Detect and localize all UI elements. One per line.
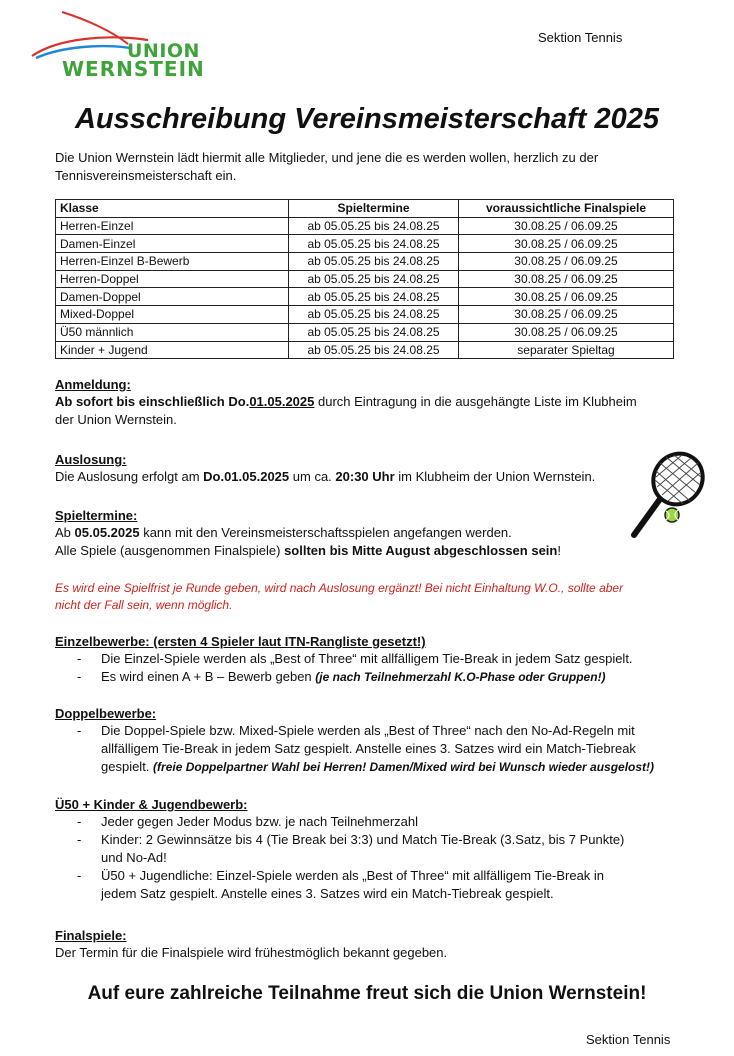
list-item-text: gespielt. (101, 759, 154, 774)
cell-klasse: Kinder + Jugend (56, 341, 289, 359)
auslosung-heading: Auslosung: (55, 452, 127, 467)
table-row (56, 288, 674, 306)
cell-spieltermine: ab 05.05.25 bis 24.08.25 (289, 306, 459, 324)
logo-text-union: UNION (127, 40, 200, 62)
auslosung-text-part: im Klubheim der Union Wernstein. (394, 469, 596, 484)
anmeldung-date: 01.05.2025 (249, 394, 315, 409)
cell-klasse: Herren-Doppel (56, 270, 289, 288)
auslosung-text (55, 468, 655, 486)
list-dash: - (77, 832, 82, 847)
tennis-ball-icon (665, 508, 679, 522)
list-item-text-line: allfälligem Tie-Break in jedem Satz gespielt. Anstelle eines 3. Satzes wird ein Match-Tiebreak (101, 741, 636, 756)
column-header-klasse: Klasse (56, 200, 289, 218)
column-header-finalspiele: voraussichtliche Finalspiele (459, 200, 674, 218)
auslosung-text-part: Die Auslosung erfolgt am (55, 469, 204, 484)
spieltermine-deadline: sollten bis Mitte August abgeschlossen sein (284, 543, 558, 558)
notice-line1: Es wird eine Spielfrist je Runde geben, wird nach Auslosung ergänzt! Bei nicht Einhaltung W.O., sollte aber (55, 581, 624, 595)
cell-klasse: Damen-Einzel (56, 235, 289, 253)
auslosung-text-part: um ca. (289, 469, 336, 484)
table-row (56, 253, 674, 271)
cell-spieltermine: ab 05.05.25 bis 24.08.25 (289, 253, 459, 271)
cell-finalspiele: 30.08.25 / 06.09.25 (459, 323, 674, 341)
cell-finalspiele: 30.08.25 / 06.09.25 (459, 306, 674, 324)
cell-klasse: Herren-Einzel (56, 217, 289, 235)
schedule-table (55, 199, 674, 359)
list-item-note: (freie Doppelpartner Wahl bei Herren! Damen/Mixed wird bei Wunsch wieder ausgelost!) (153, 760, 655, 774)
cell-spieltermine: ab 05.05.25 bis 24.08.25 (289, 270, 459, 288)
spieltermine-line2 (55, 542, 655, 560)
spieltermine-heading: Spieltermine: (55, 508, 138, 523)
list-item-text-line: und No-Ad! (101, 850, 167, 865)
list-item-text-line: Ü50 + Jugendliche: Einzel-Spiele werden als „Best of Three“ mit allfälligem Tie-Break in (101, 868, 605, 883)
cell-finalspiele: separater Spieltag (459, 341, 674, 359)
finalspiele-text: Der Termin für die Finalspiele wird frühestmöglich bekannt gegeben. (55, 945, 448, 960)
list-item-note: (je nach Teilnehmerzahl K.O-Phase oder Gruppen!) (315, 670, 606, 684)
table-header-row (56, 200, 674, 218)
cell-finalspiele: 30.08.25 / 06.09.25 (459, 253, 674, 271)
table-row (56, 217, 674, 235)
table-row (56, 235, 674, 253)
logo-text-wernstein: WERNSTEIN (62, 57, 205, 81)
union-wernstein-logo (28, 10, 213, 80)
cell-klasse: Damen-Doppel (56, 288, 289, 306)
cell-finalspiele: 30.08.25 / 06.09.25 (459, 270, 674, 288)
list-dash: - (77, 723, 82, 738)
einzelbewerbe-section (55, 634, 705, 686)
doppelbewerbe-heading: Doppelbewerbe: (55, 706, 157, 721)
list-item (55, 722, 705, 776)
cell-klasse: Ü50 männlich (56, 323, 289, 341)
einzelbewerbe-heading: Einzelbewerbe: (ersten 4 Spieler laut ITN-Rangliste gesetzt!) (55, 634, 426, 649)
spieltermine-text-part: kann mit den Vereinsmeisterschaftsspielen angefangen werden. (139, 525, 512, 540)
notice-line2: nicht der Fall sein, wenn möglich. (55, 598, 233, 612)
list-item (55, 813, 705, 831)
cell-spieltermine: ab 05.05.25 bis 24.08.25 (289, 323, 459, 341)
closing-message: Auf eure zahlreiche Teilnahme freut sich die Union Wernstein! (87, 983, 647, 1004)
cell-finalspiele: 30.08.25 / 06.09.25 (459, 217, 674, 235)
column-header-spieltermine: Spieltermine (289, 200, 459, 218)
anmeldung-line2: der Union Wernstein. (55, 412, 177, 427)
cell-spieltermine: ab 05.05.25 bis 24.08.25 (289, 217, 459, 235)
page-title: Ausschreibung Vereinsmeisterschaft 2025 (74, 103, 659, 135)
doppelbewerbe-list (55, 722, 705, 776)
spieltermine-text-part: Alle Spiele (ausgenommen Finalspiele) (55, 543, 285, 558)
header-section-label: Sektion Tennis (538, 30, 623, 45)
doppelbewerbe-section (55, 706, 705, 776)
cell-spieltermine: ab 05.05.25 bis 24.08.25 (289, 235, 459, 253)
auslosung-section (55, 452, 655, 486)
spieltermine-text-part: Ab (55, 525, 75, 540)
cell-finalspiele: 30.08.25 / 06.09.25 (459, 288, 674, 306)
table-row (56, 341, 674, 359)
table-row (56, 323, 674, 341)
list-dash: - (77, 868, 82, 883)
list-item-text: Es wird einen A + B – Bewerb geben (101, 669, 316, 684)
spieltermine-line1 (55, 524, 655, 542)
cell-spieltermine: ab 05.05.25 bis 24.08.25 (289, 288, 459, 306)
spielfrist-notice (55, 580, 695, 614)
list-item-text: Die Einzel-Spiele werden als „Best of Three“ mit allfälligem Tie-Break in jedem Satz gespielt. (101, 651, 633, 666)
table-row (56, 306, 674, 324)
footer-section-label: Sektion Tennis (586, 1032, 671, 1047)
cell-klasse: Herren-Einzel B-Bewerb (56, 253, 289, 271)
anmeldung-section (55, 377, 705, 429)
cell-finalspiele: 30.08.25 / 06.09.25 (459, 235, 674, 253)
cell-spieltermine: ab 05.05.25 bis 24.08.25 (289, 341, 459, 359)
u50-kinder-heading: Ü50 + Kinder & Jugendbewerb: (55, 797, 248, 812)
anmeldung-text (55, 393, 705, 411)
table-row (56, 270, 674, 288)
einzelbewerbe-list (55, 650, 705, 686)
list-item (55, 668, 705, 686)
anmeldung-rest-text: durch Eintragung in die ausgehängte Liste im Klubheim (314, 394, 637, 409)
spieltermine-date: 05.05.2025 (74, 525, 140, 540)
spieltermine-text-part: ! (557, 543, 561, 558)
list-item (55, 650, 705, 668)
list-dash: - (77, 814, 82, 829)
auslosung-date: Do.01.05.2025 (203, 469, 290, 484)
finalspiele-section (55, 928, 705, 962)
anmeldung-bold-text: Ab sofort bis einschließlich Do. (55, 394, 250, 409)
spieltermine-section (55, 508, 655, 560)
list-item-text-line: Die Doppel-Spiele bzw. Mixed-Spiele werden als „Best of Three“ nach den No-Ad-Regeln mit (101, 723, 635, 738)
anmeldung-heading: Anmeldung: (55, 377, 131, 392)
intro-paragraph: Die Union Wernstein lädt hiermit alle Mitglieder, und jene die es werden wollen, herzlich zu der Tennisvereinsmeisterschaft ein. (55, 150, 599, 183)
cell-klasse: Mixed-Doppel (56, 306, 289, 324)
list-item-text-line: Kinder: 2 Gewinnsätze bis 4 (Tie Break bei 3:3) und Match Tie-Break (3.Satz, bis 7 Punkte) (101, 832, 625, 847)
list-item-text-line: jedem Satz gespielt. Anstelle eines 3. Satzes wird ein Match-Tiebreak gespielt. (101, 886, 554, 901)
auslosung-time: 20:30 Uhr (335, 469, 395, 484)
list-item (55, 867, 705, 903)
list-item (55, 831, 705, 867)
list-item-text: Jeder gegen Jeder Modus bzw. je nach Teilnehmerzahl (101, 814, 419, 829)
list-dash: - (77, 651, 82, 666)
list-item-text-line (101, 758, 705, 776)
u50-kinder-section (55, 797, 705, 903)
finalspiele-heading: Finalspiele: (55, 928, 127, 943)
u50-kinder-list (55, 813, 705, 903)
list-dash: - (77, 669, 82, 684)
